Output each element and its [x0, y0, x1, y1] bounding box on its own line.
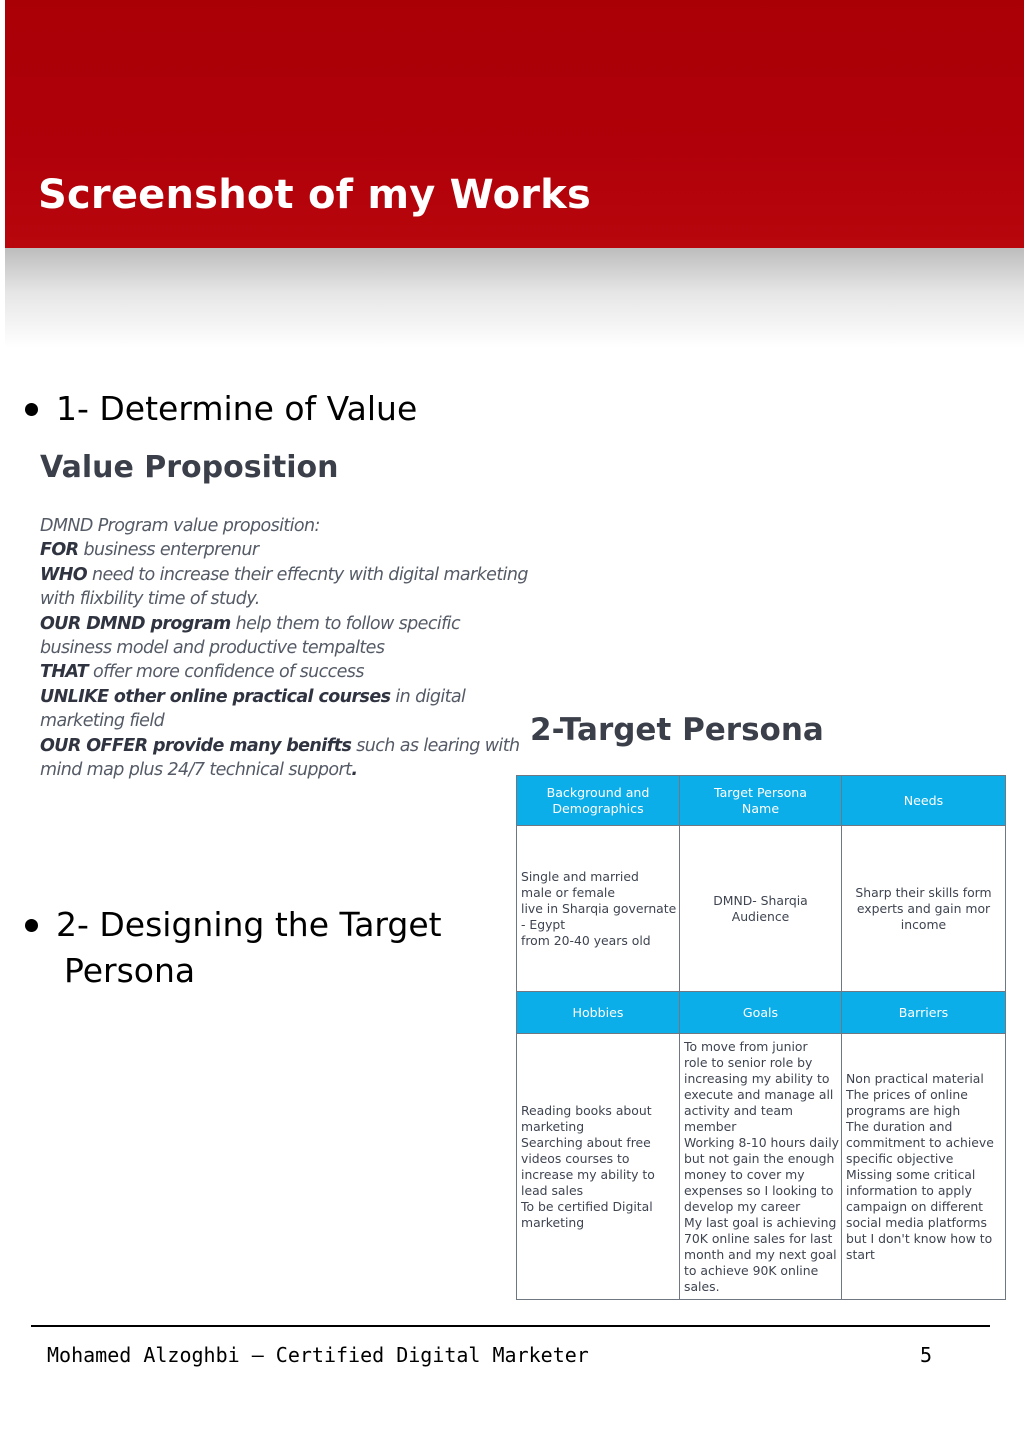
value-proposition-line [40, 758, 490, 782]
body-text: in digital [390, 686, 466, 707]
cell-line: marketing [521, 1214, 585, 1230]
value-proposition-line [40, 587, 490, 611]
cell-line: from 20-40 years old [521, 932, 651, 948]
page-title: Screenshot of my Works [38, 172, 591, 218]
cell-line: To be certified Digital [521, 1198, 653, 1214]
value-proposition-line [40, 636, 490, 660]
table-header-row [517, 776, 1006, 826]
cell-persona-name [680, 826, 842, 992]
table-row [517, 826, 1006, 992]
cell-line: increase my ability to [521, 1166, 655, 1182]
cell-line: start [846, 1246, 875, 1262]
target-persona-table [516, 775, 1006, 1300]
cell-line: to achieve 90K online [684, 1262, 819, 1278]
bullet-text-line2: Persona [64, 951, 196, 990]
cell-line: sales. [684, 1278, 720, 1294]
cell-hobbies [517, 1034, 680, 1300]
cell-line: commitment to achieve [846, 1134, 994, 1150]
cell-line: marketing [521, 1118, 585, 1134]
cell-line: increasing my ability to [684, 1070, 830, 1086]
cell-line: Searching about free [521, 1134, 651, 1150]
cell-line: execute and manage all [684, 1086, 834, 1102]
page-number: 5 [920, 1343, 933, 1367]
value-proposition-line [40, 563, 528, 587]
cell-line: Sharp their skills form [855, 884, 992, 900]
target-persona-heading: 2-Target Persona [530, 712, 824, 748]
header-needs [842, 776, 1006, 826]
cell-line: social media platforms [846, 1214, 987, 1230]
cell-line: role to senior role by [684, 1054, 813, 1070]
cell-line: lead sales [521, 1182, 584, 1198]
header-background-demographics [517, 776, 680, 826]
cell-line: information to apply [846, 1182, 972, 1198]
cell-line: expenses so I looking to [684, 1182, 834, 1198]
cell-line: Background and [546, 784, 650, 800]
cell-line: Working 8-10 hours daily [684, 1134, 839, 1150]
cell-line: DMND- Sharqia [713, 892, 808, 908]
footer-divider [31, 1325, 990, 1327]
footer-author: Mohamed Alzoghbi – Certified Digital Marketer [47, 1343, 589, 1367]
emphasis-text: OUR DMND program [40, 613, 231, 634]
header-hobbies [517, 992, 680, 1034]
cell-line: Audience [731, 908, 790, 924]
cell-line: Hobbies [572, 1004, 624, 1020]
cell-line: member [684, 1118, 737, 1134]
body-text: mind map plus 24/7 technical support [40, 760, 352, 781]
cell-line: campaign on different [846, 1198, 984, 1214]
cell-needs [842, 826, 1006, 992]
body-text: business enterprenur [78, 540, 259, 561]
value-proposition-line [40, 709, 490, 733]
body-text: with flixbility time of study. [40, 589, 260, 610]
cell-line: Single and married [521, 868, 639, 884]
bullet-dot-icon [25, 919, 38, 932]
emphasis-text: THAT [40, 662, 88, 683]
cell-line: The prices of online [846, 1086, 968, 1102]
emphasis-text: FOR [40, 540, 79, 561]
cell-line: Reading books about [521, 1102, 652, 1118]
cell-line: My last goal is achieving [684, 1214, 837, 1230]
cell-line: Demographics [552, 800, 644, 816]
table-row [517, 1034, 1006, 1300]
body-text: DMND Program value proposition: [40, 516, 320, 536]
cell-line: Target Persona [713, 784, 807, 800]
value-proposition-line [40, 514, 490, 538]
bullet-determine-value [25, 386, 417, 432]
cell-line: 70K online sales for last [684, 1230, 833, 1246]
body-text: marketing field [40, 711, 165, 732]
cell-line: male or female [521, 884, 615, 900]
cell-line: experts and gain mor [856, 900, 991, 916]
header-goals [680, 992, 842, 1034]
cell-line: videos courses to [521, 1150, 630, 1166]
cell-line: Needs [903, 792, 944, 808]
cell-line: but not gain the enough [684, 1150, 835, 1166]
value-proposition-line [40, 612, 490, 636]
header-shadow [5, 248, 1024, 348]
emphasis-text: . [351, 760, 358, 781]
cell-background [517, 826, 680, 992]
emphasis-text: WHO [40, 564, 88, 585]
cell-barriers [842, 1034, 1006, 1300]
bullet-dot-icon [25, 403, 38, 416]
header-barriers [842, 992, 1006, 1034]
cell-line: Non practical material [846, 1070, 984, 1086]
body-text: help them to follow specific [230, 613, 460, 634]
emphasis-text: UNLIKE other online practical courses [40, 686, 391, 707]
value-proposition-body [40, 514, 528, 782]
table-header-row [517, 992, 1006, 1034]
value-proposition-line [40, 538, 490, 562]
cell-line: To move from junior [684, 1038, 808, 1054]
cell-line: develop my career [684, 1198, 801, 1214]
cell-line: activity and team [684, 1102, 794, 1118]
cell-line: programs are high [846, 1102, 961, 1118]
cell-line: Missing some critical [846, 1166, 976, 1182]
bullet-text: 1- Determine of Value [56, 389, 418, 428]
cell-line: Goals [742, 1004, 779, 1020]
value-proposition-heading: Value Proposition [40, 450, 339, 485]
cell-line: Barriers [898, 1004, 949, 1020]
cell-line: money to cover my [684, 1166, 805, 1182]
header-persona-name [680, 776, 842, 826]
cell-line: specific objective [846, 1150, 954, 1166]
value-proposition-line [40, 685, 490, 709]
value-proposition-line [40, 734, 520, 758]
emphasis-text: OUR OFFER provide many benifts [40, 735, 352, 756]
body-text: such as learing with [351, 735, 520, 756]
body-text: business model and productive tempaltes [40, 638, 385, 659]
bullet-text-line1: 2- Designing the Target [56, 905, 442, 944]
cell-line: The duration and [846, 1118, 953, 1134]
cell-line: but I don't know how to [846, 1230, 993, 1246]
body-text: need to increase their effecnty with digital marketing [87, 564, 528, 585]
cell-line: - Egypt [521, 916, 566, 932]
cell-line: month and my next goal [684, 1246, 837, 1262]
cell-line: income [900, 916, 947, 932]
value-proposition-line [40, 660, 490, 684]
bullet-designing-persona [25, 902, 442, 994]
cell-line: live in Sharqia governate [521, 900, 677, 916]
cell-line: Name [741, 800, 780, 816]
cell-goals [680, 1034, 842, 1300]
body-text: offer more confidence of success [88, 662, 364, 683]
